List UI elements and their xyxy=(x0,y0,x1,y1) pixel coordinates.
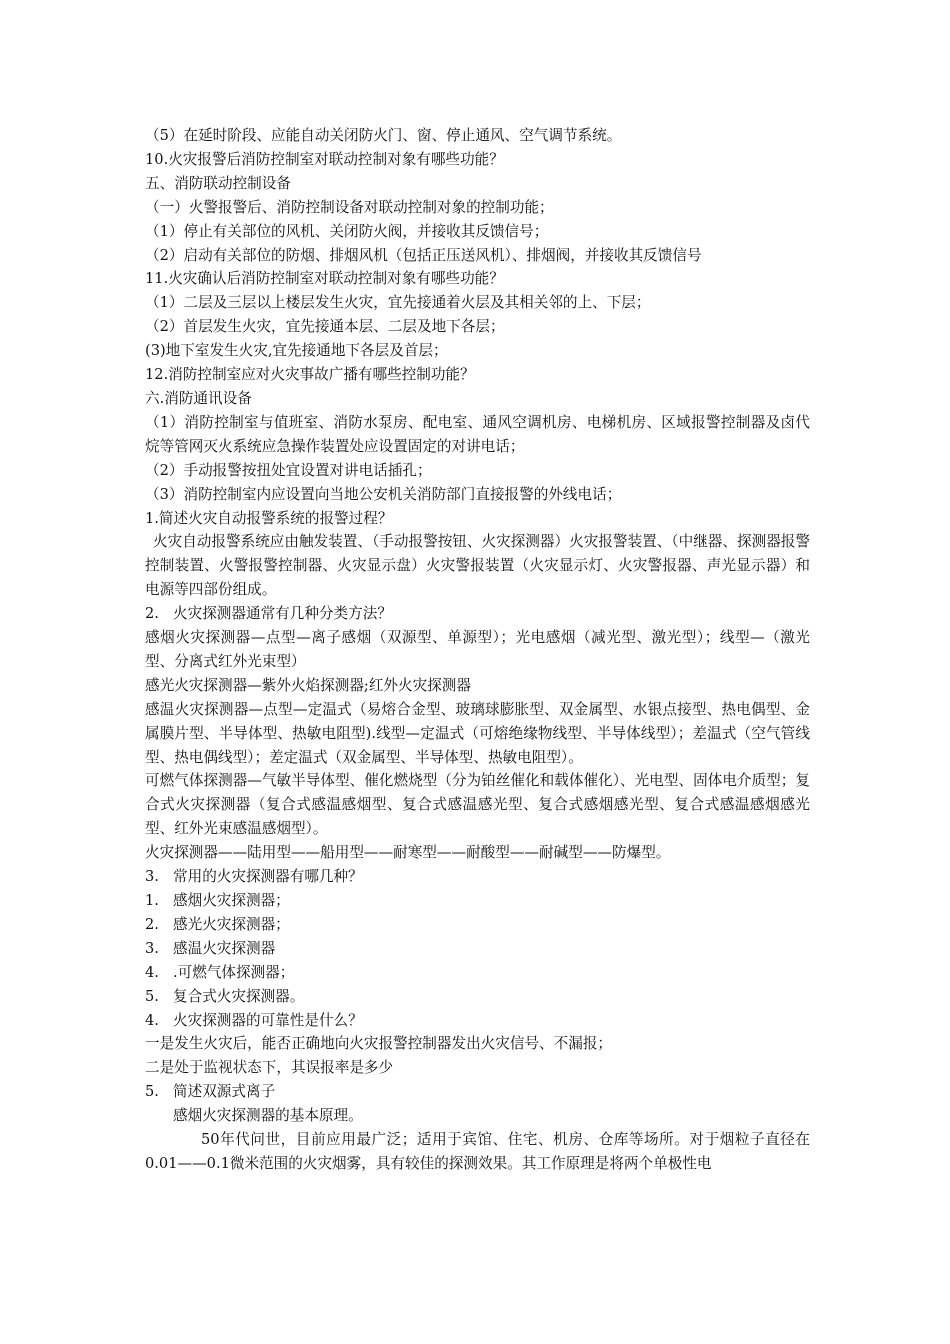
list-number: 3. xyxy=(145,939,159,957)
question-heading: 12.消防控制室应对火灾事故广播有哪些控制功能？ xyxy=(145,366,475,384)
text-line: (3)地下室发生火灾,宜先接通地下各层及首层； xyxy=(145,342,448,360)
text-line: （3）消防控制室内应设置向当地公安机关消防部门直接报警的外线电话； xyxy=(145,485,622,503)
list-number: 5. xyxy=(145,987,159,1005)
question-heading: 11.火灾确认后消防控制室对联动控制对象有哪些功能？ xyxy=(145,270,504,288)
question-text: 常用的火灾探测器有哪几种？ xyxy=(173,868,363,886)
text-line: 感光火灾探测器—紫外火焰探测器;红外火灾探测器 xyxy=(145,676,471,694)
text-line: （5）在延时阶段、应能自动关闭防火门、窗、停止通风、空气调节系统。 xyxy=(145,127,622,144)
question-heading xyxy=(145,602,810,626)
text-line: （1）二层及三层以上楼层发生火灾，宜先接通着火层及其相关邻的上、下层； xyxy=(145,294,651,312)
list-number: 1. xyxy=(145,892,159,909)
text-line: （1）停止有关部位的风机、关闭防火阀，并接收其反馈信号； xyxy=(145,222,549,240)
text-paragraph: 50年代问世，目前应用最广泛；适用于宾馆、住宅、机房、仓库等场所。对于烟粒子直径在0.01——0.1微米范围的火灾烟雾，具有较佳的探测效果。其工作原理是将两个单极性电 xyxy=(145,1131,810,1172)
text-line: 感烟火灾探测器的基本原理。 xyxy=(173,1107,363,1125)
list-item xyxy=(145,913,810,937)
question-number: 2. xyxy=(145,605,159,623)
list-text: 感温火灾探测器 xyxy=(173,939,276,957)
text-line: （2）手动报警按扭处宜设置对讲电话插孔； xyxy=(145,461,432,479)
document-page xyxy=(145,124,810,1176)
list-item xyxy=(145,961,810,985)
question-heading: 1.简述火灾自动报警系统的报警过程？ xyxy=(145,509,393,527)
question-text: 简述双源式离子 xyxy=(173,1083,276,1101)
question-text: 火灾探测器的可靠性是什么？ xyxy=(173,1011,363,1029)
list-item xyxy=(145,985,810,1009)
question-number: 5. xyxy=(145,1083,159,1101)
text-line: （一）火警报警后、消防控制设备对联动控制对象的控制功能； xyxy=(145,198,554,216)
section-heading: 六.消防通讯设备 xyxy=(145,389,252,407)
text-paragraph: 感温火灾探测器—点型—定温式（易熔合金型、玻璃球膨胀型、双金属型、水银点接型、热电偶型、金属膜片型、半导体型、热敏电阻型).线型—定温式（可熔绝缘物线型、半导体线型）；差温式（空气管线型、热电偶线型）；差定温式（双金属型、半导体型、热敏电阻型）。 xyxy=(145,700,810,766)
question-text: 火灾探测器通常有几种分类方法？ xyxy=(173,605,392,623)
list-number: 4. xyxy=(145,963,159,981)
question-heading xyxy=(145,1080,810,1104)
text-line: 一是发生火灾后，能否正确地向火灾报警控制器发出火灾信号、不漏报； xyxy=(145,1035,613,1053)
text-line: （2）启动有关部位的防烟、排烟风机（包括正压送风机）、排烟阀，并接收其反馈信号 xyxy=(145,246,702,264)
list-item xyxy=(145,937,810,961)
list-text: 感光火灾探测器； xyxy=(173,915,290,933)
text-line: （2）首层发生火灾，宜先接通本层、二层及地下各层； xyxy=(145,318,505,336)
list-text: 复合式火灾探测器。 xyxy=(173,987,305,1005)
list-text: .可燃气体探测器； xyxy=(173,963,295,981)
text-line: 二是处于监视状态下，其误报率是多少 xyxy=(145,1059,394,1077)
question-heading xyxy=(145,1009,810,1033)
list-text: 感烟火灾探测器； xyxy=(173,892,290,909)
text-paragraph: 可燃气体探测器—气敏半导体型、催化燃烧型（分为铂丝催化和载体催化）、光电型、固体电介质型；复合式火灾探测器（复合式感温感烟型、复合式感温感光型、复合式感烟感光型、复合式感温感烟感光型、红外光束感温感烟型）。 xyxy=(145,772,810,838)
list-item xyxy=(145,889,810,913)
text-paragraph: 感烟火灾探测器—点型—离子感烟（双源型、单源型）；光电感烟（减光型、激光型）；线型—（激光型、分离式红外光束型） xyxy=(145,629,810,670)
text-paragraph: （1）消防控制室与值班室、消防水泵房、配电室、通风空调机房、电梯机房、区域报警控制器及卤代烷等管网灭火系统应急操作装置处应设置固定的对讲电话； xyxy=(145,413,810,455)
question-heading xyxy=(145,865,810,889)
text-line: 火灾探测器——陆用型——船用型——耐寒型——耐酸型——耐碱型——防爆型。 xyxy=(145,844,671,862)
question-number: 3. xyxy=(145,868,159,886)
list-number: 2. xyxy=(145,915,159,933)
section-heading: 五、消防联动控制设备 xyxy=(145,174,291,192)
text-paragraph: 火灾自动报警系统应由触发装置、（手动报警按钮、火灾探测器）火灾报警装置、（中继器、探测器报警控制装置、火警报警控制器、火灾显示盘）火灾警报装置（火灾显示灯、火灾警报器、声光显示器）和电源等四部份组成。 xyxy=(145,533,810,599)
question-number: 4. xyxy=(145,1011,159,1029)
question-heading: 10.火灾报警后消防控制室对联动控制对象有哪些功能？ xyxy=(145,150,504,168)
